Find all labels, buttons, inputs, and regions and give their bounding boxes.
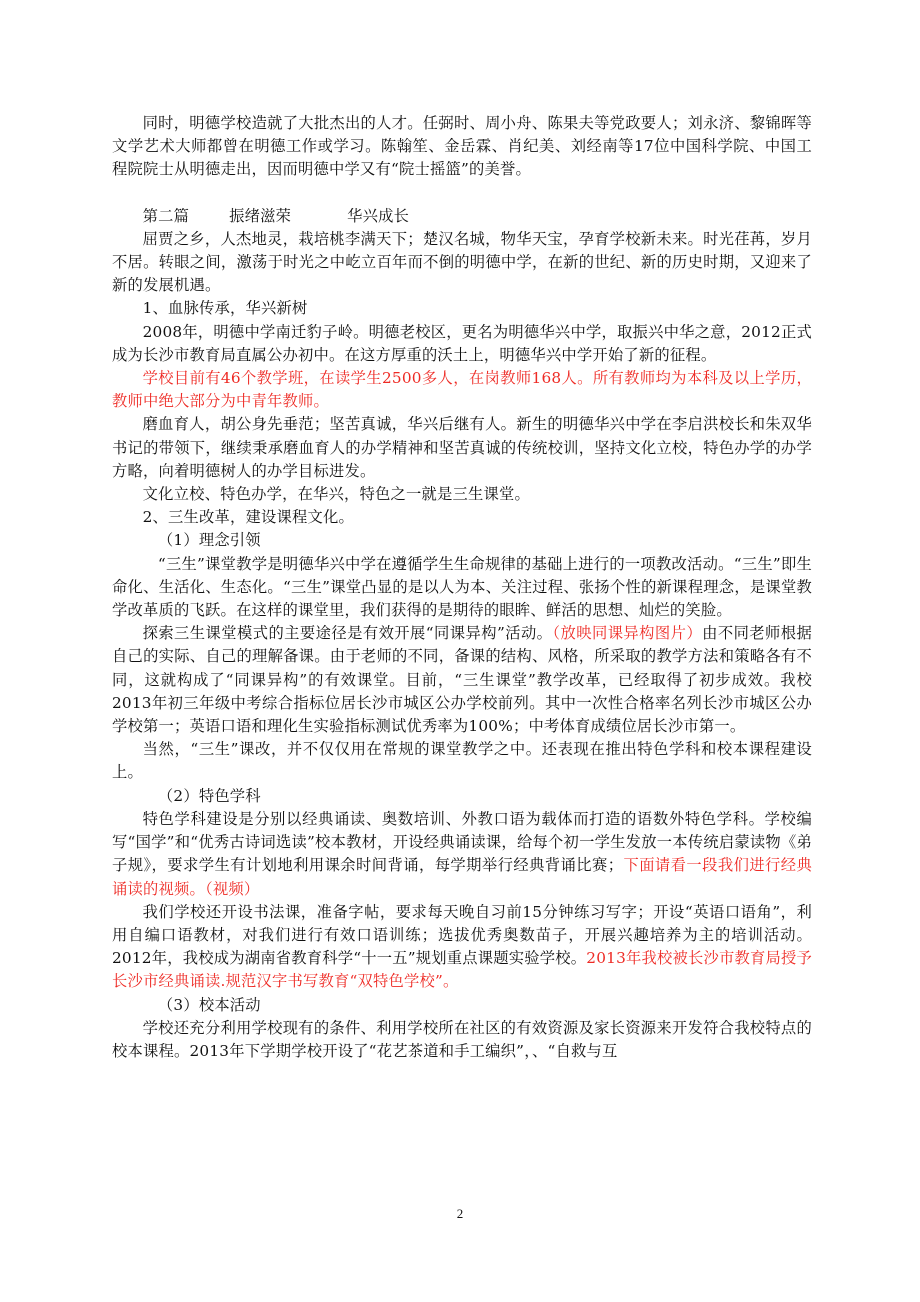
paragraph-leadership: 磨血育人，胡公身先垂范；坚苦真诚，华兴后继有人。新生的明德华兴中学在李启洪校长和朱双华书记的带领下，继续秉承磨血育人的办学精神和坚苦真诚的传统校训，坚持文化立校，特色办学的办学方略，向着明德树人的办学目标进发。 [112,415,812,480]
award-note: 2013年我校被长沙市教育局授予长沙市经典诵读.规范汉字书写教育“双特色学校”。 [112,949,812,991]
subsection-heading-3: （3）校本活动 [157,995,261,1014]
paragraph-featured-subjects [112,808,812,901]
paragraph-intro: 屈贾之乡，人杰地灵，栽培桃李满天下；楚汉名城，物华天宝，孕育学校新未来。时光荏苒，岁月不居。转眼之间，激荡于时光之中屹立百年而不倒的明德中学，在新的世纪、新的历史时期，又迎来了新的发展机遇。 [112,229,812,295]
document-page [112,112,812,1063]
paragraph-calligraphy [112,901,812,994]
paragraph-curriculum: 当然，“三生”课改，并不仅仅用在常规的课堂教学之中。还表现在推出特色学科和校本课程建设上。 [112,740,812,782]
video-note: 下面请看一段我们进行经典诵读的视频。（视频） [112,856,813,898]
page-number: 2 [456,1206,464,1221]
chapter-heading-subtitle: 华兴成长 [347,206,410,225]
section-heading-2: 2、三生改革，建设课程文化。 [142,508,354,527]
paragraph-sansheng: “三生”课堂教学是明德华兴中学在遵循学生生命规律的基础上进行的一项教改活动。“三生”即生命化、生活化、生态化。“三生”课堂凸显的是以人为本、关注过程、张扬个性的新课程理念，是课堂教学改革质的飞跃。在这样的课堂里，我们获得的是期待的眼眸、鲜活的思想、灿烂的笑脸。 [112,554,812,620]
slide-note: （放映同课异构图片） [552,624,703,643]
paragraph-relocation: 2008年，明德中学南迁豹子岭。明德老校区，更名为明德华兴中学，取振兴中华之意，2012正式成为长沙市教育局直属公办初中。在这方厚重的沃土上，明德华兴中学开始了新的征程。 [112,322,812,364]
subsection-heading-1: （1）理念引领 [157,531,261,550]
section-heading-1: 1、血脉传承，华兴新树 [142,299,308,318]
paragraph-calligraphy-text: 我们学校还开设书法课，准备字帖，要求每天晚自习前15分钟练习写字；开设“英语口语角”，利用自编口语教材，对我们进行有效口语训练；选拔优秀奥数苗子，开展兴趣培养为主的培训活动。2012年，我校成为湖南省教育科学“十一五”规划重点课题实验学校。 [112,902,812,968]
chapter-heading-title: 振绪滋荣 [229,206,292,225]
paragraph-school-stats: 学校目前有46个教学班，在读学生2500多人，在岗教师168人。所有教师均为本科及以上学历，教师中绝大部分为中青年教师。 [112,369,812,411]
paragraph-tongke-yigou-start: 探索三生课堂模式的主要途径是有效开展“同课异构”活动。 [142,624,553,643]
chapter-heading [112,205,812,228]
paragraph-tongke-yigou-rest: 由不同老师根据自己的实际、自己的理解备课。由于老师的不同，备课的结构、风格，所采取的教学方法和策略各有不同，这就构成了“同课异构”的有效课堂。目前，“三生课堂”教学改革，已经取得了初步成效。我校2013年初三年级中考综合指标位居长沙市城区公办学校前列。其中一次性合格率名列长沙市城区公办学校第一；英语口语和理化生实验指标测试优秀率为100%；中考体育成绩位居长沙市第一。 [112,624,813,736]
spacer [112,182,812,205]
paragraph-talents: 同时，明德学校造就了大批杰出的人才。任弼时、周小舟、陈果夫等党政要人；刘永济、黎锦晖等文学艺术大师都曾在明德工作或学习。陈翰笙、金岳霖、肖纪美、刘经南等17位中国科学院、中国工程院院士从明德走出，因而明德中学又有“院士摇篮”的美誉。 [112,114,812,179]
subsection-heading-2: （2）特色学科 [157,786,261,805]
paragraph-culture: 文化立校、特色办学，在华兴，特色之一就是三生课堂。 [142,485,531,504]
paragraph-school-activities: 学校还充分利用学校现有的条件、利用学校所在社区的有效资源及家长资源来开发符合我校特点的校本课程。2013年下学期学校开设了“花艺茶道和手工编织”，、“自救与互 [112,1018,812,1060]
paragraph-tongke-yigou [112,622,812,738]
chapter-heading-number: 第二篇 [142,206,190,225]
paragraph-featured-subjects-text: 特色学科建设是分别以经典诵读、奥数培训、外教口语为载体而打造的语数外特色学科。学校编写“国学”和“优秀古诗词选读”校本教材，开设经典诵读课，给每个初一学生发放一本传统启蒙读物《弟子规》，要求学生有计划地利用课余时间背诵，每学期举行经典背诵比赛； [112,809,812,875]
